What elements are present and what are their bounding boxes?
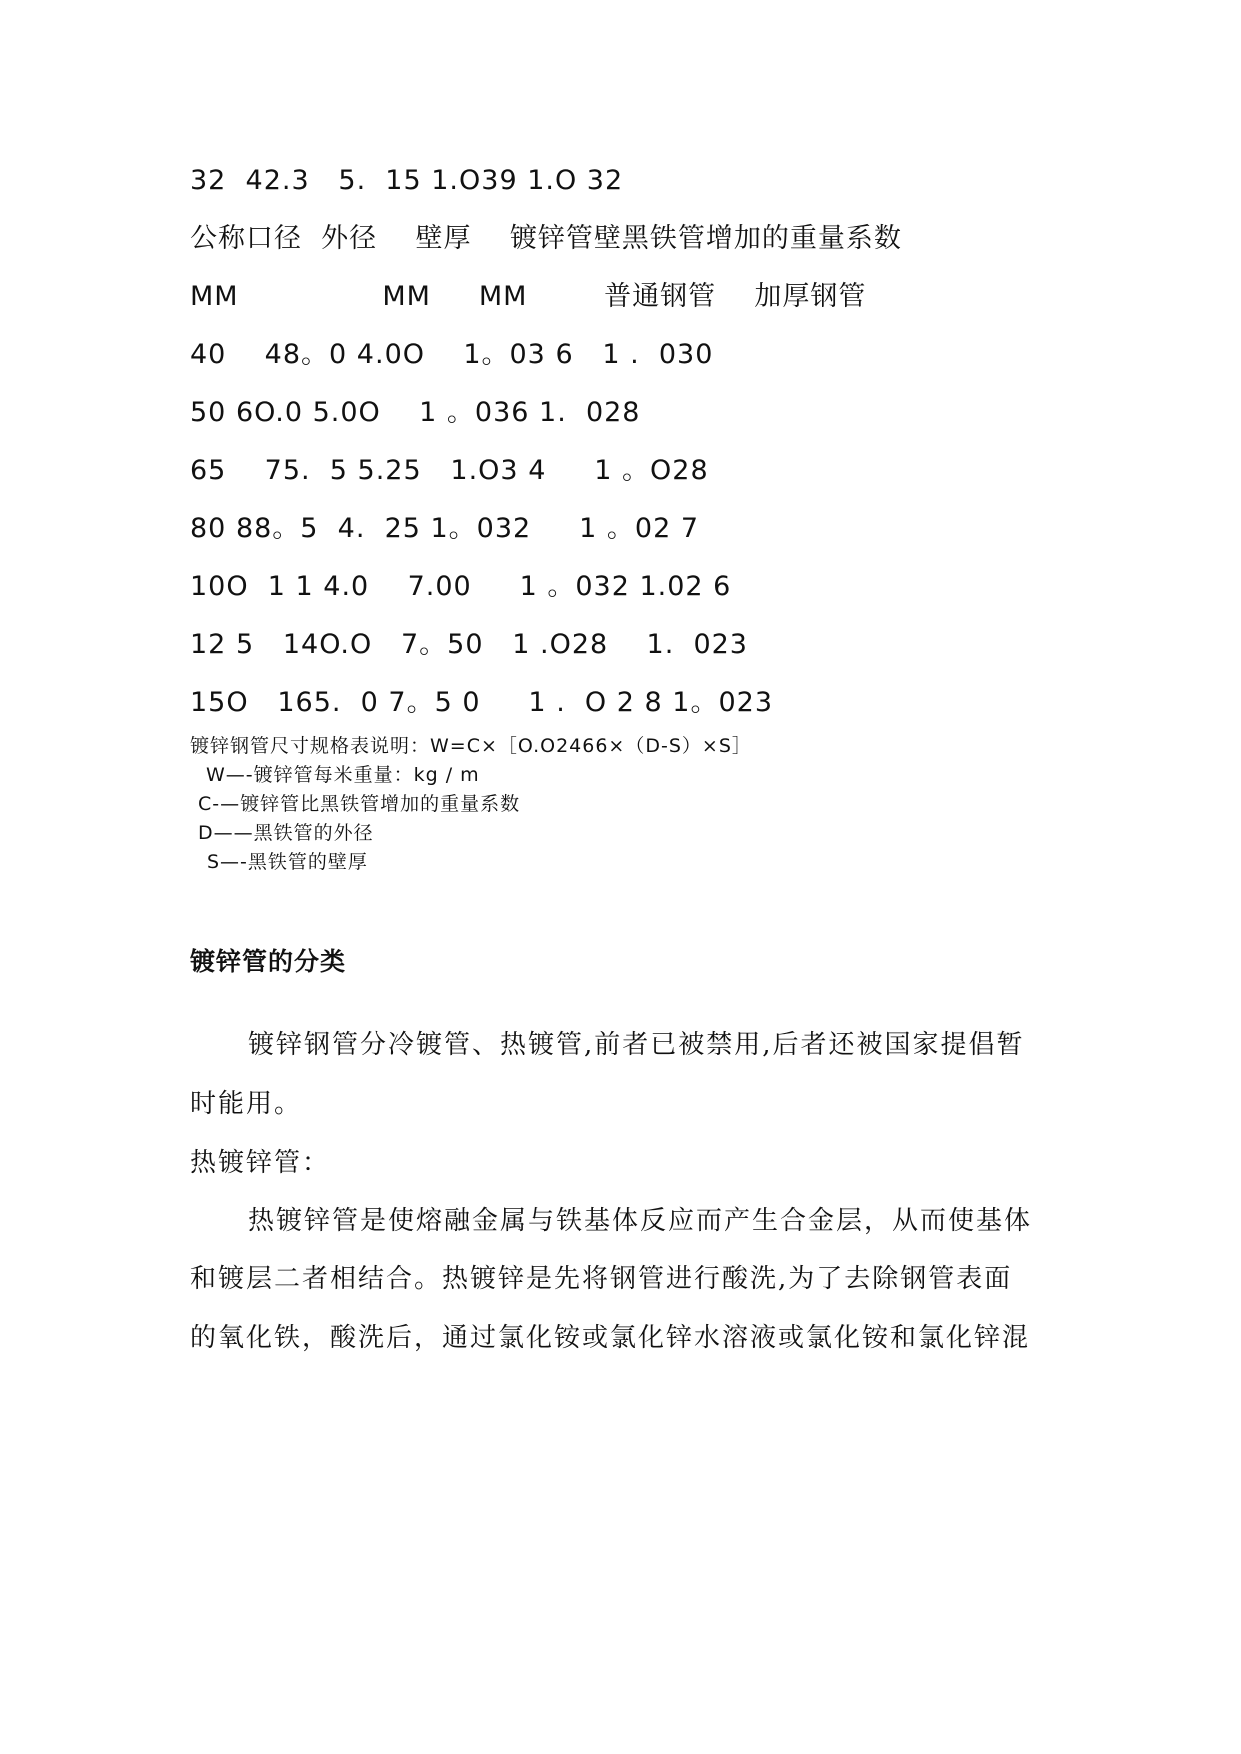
table-header-line1: 公称口径 外径 壁厚 镀锌管壁黑铁管增加的重量系数 <box>190 223 902 254</box>
table-row-40: 40 48。0 4.0O 1。03 6 1 . 030 <box>190 339 714 370</box>
note-s: S—-黑铁管的壁厚 <box>207 851 368 873</box>
subsection-title: 热镀锌管： <box>190 1148 331 1178</box>
section-title: 镀锌管的分类 <box>190 947 347 976</box>
paragraph-1-line-2: 时能用。 <box>190 1089 303 1119</box>
note-d: D——黑铁管的外径 <box>198 822 374 844</box>
table-row-150: 15O 165. 0 7。5 0 1 . O 2 8 1。023 <box>190 687 774 718</box>
paragraph-2-line-1: 热镀锌管是使熔融金属与铁基体反应而产生合金层，从而使基体 <box>248 1206 1033 1236</box>
paragraph-2-line-2: 和镀层二者相结合。热镀锌是先将钢管进行酸洗,为了去除钢管表面 <box>190 1264 1013 1294</box>
table-row-65: 65 75. 5 5.25 1.O3 4 1 。O28 <box>190 455 709 486</box>
paragraph-2-line-3: 的氧化铁，酸洗后，通过氯化铵或氯化锌水溶液或氯化铵和氯化锌混 <box>190 1323 1031 1353</box>
table-row-32: 32 42.3 5. 15 1.O39 1.O 32 <box>190 165 624 196</box>
table-row-50: 50 6O.0 5.0O 1 。036 1. 028 <box>190 397 641 428</box>
note-c: C-—镀锌管比黑铁管增加的重量系数 <box>198 793 521 815</box>
formula-note: 镀锌钢管尺寸规格表说明：W=C×［O.O2466×（D-S）×S］ <box>190 735 752 757</box>
table-header-units: MM MM MM 普通钢管 加厚钢管 <box>190 281 867 312</box>
table-row-100: 10O 1 1 4.0 7.00 1 。032 1.02 6 <box>190 571 732 602</box>
table-row-125: 12 5 14O.O 7。50 1 .O28 1. 023 <box>190 629 748 660</box>
paragraph-1-line-1: 镀锌钢管分冷镀管、热镀管,前者已被禁用,后者还被国家提倡暂 <box>248 1030 1025 1060</box>
note-w: W—-镀锌管每米重量：kg / m <box>206 764 480 786</box>
table-row-80: 80 88。5 4. 25 1。032 1 。02 7 <box>190 513 700 544</box>
